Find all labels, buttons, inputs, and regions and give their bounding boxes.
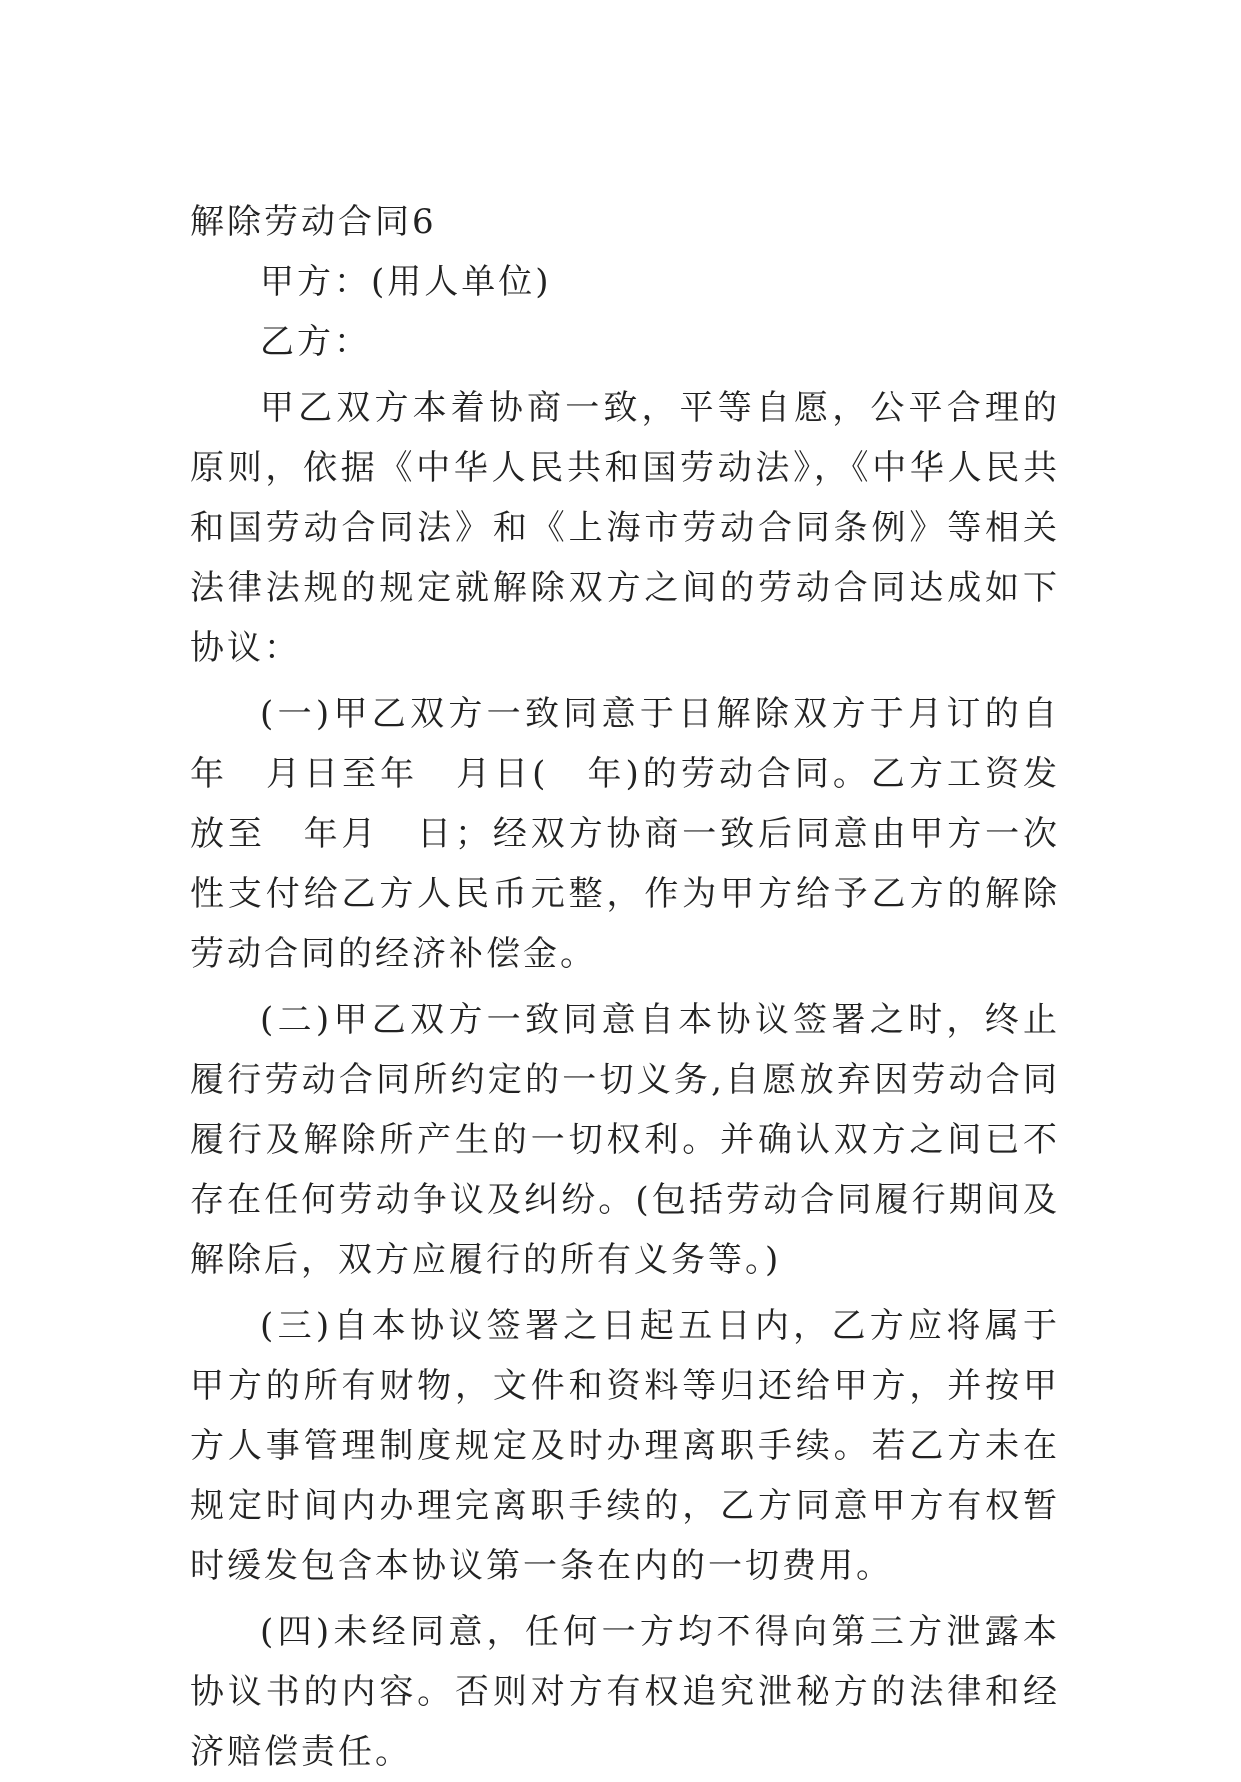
party-b-line: 乙方： [260,322,371,362]
party-a-line: 甲方：(用人单位) [260,262,552,302]
clause-4-paragraph: (四)未经同意，任何一方均不得向第三方泄露本协议书的内容。否则对方有权追究泄秘方的法律和经济赔偿责任。 [190,1612,1060,1772]
preamble-paragraph: 甲乙双方本着协商一致，平等自愿，公平合理的原则，依据《中华人民共和国劳动法》，《中华人民共和国劳动合同法》和《上海市劳动合同条例》等相关法律法规的规定就解除双方之间的劳动合同达成如下协议： [190,388,1060,668]
document-body [190,192,1097,1782]
clause-1-paragraph: (一)甲乙双方一致同意于日解除双方于月订的自 年 月日至年 月日( 年)的劳动合同。乙方工资发放至 年月 日；经双方协商一致后同意由甲方一次性支付给乙方人民币元整，作为甲方给予乙方的解除劳动合同的经济补偿金。 [190,694,1097,974]
document-title: 解除劳动合同6 [190,202,437,242]
clause-2-paragraph: (二)甲乙双方一致同意自本协议签署之时，终止履行劳动合同所约定的一切义务,自愿放弃因劳动合同履行及解除所产生的一切权利。并确认双方之间已不存在任何劳动争议及纠纷。(包括劳动合同履行期间及解除后，双方应履行的所有义务等。) [190,1000,1060,1280]
clause-3-paragraph: (三)自本协议签署之日起五日内，乙方应将属于甲方的所有财物，文件和资料等归还给甲方，并按甲方人事管理制度规定及时办理离职手续。若乙方未在规定时间内办理完离职手续的，乙方同意甲方有权暂时缓发包含本协议第一条在内的一切费用。 [190,1306,1060,1586]
